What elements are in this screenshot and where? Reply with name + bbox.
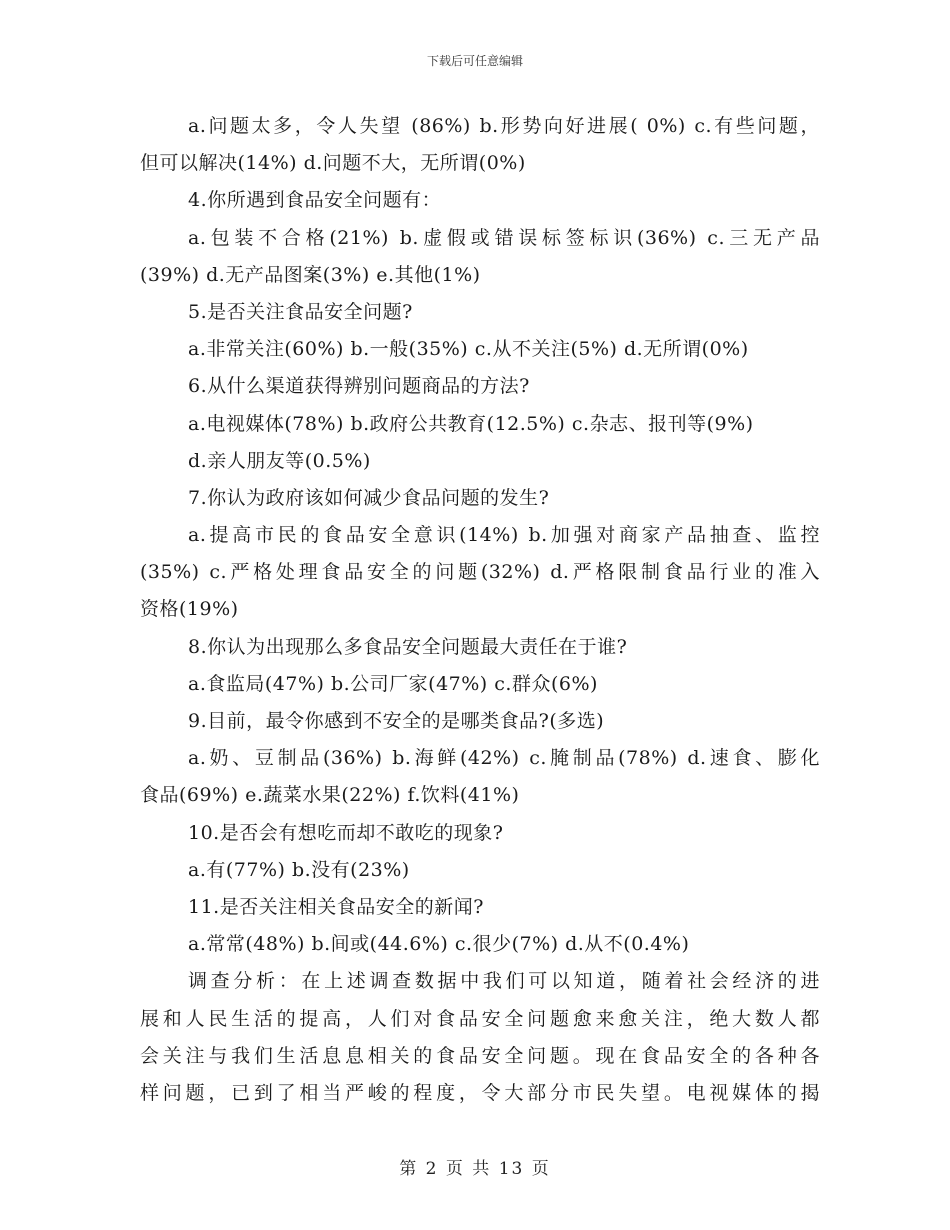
document-body xyxy=(140,108,820,1112)
text-line: 8.你认为出现那么多食品安全问题最大责任在于谁? xyxy=(188,635,628,658)
text-line: 展和人民生活的提高，人们对食品安全问题愈来愈关注，绝大数人都 xyxy=(140,1007,820,1030)
text-line: 4.你所遇到食品安全问题有： xyxy=(188,189,442,212)
text-line: a.奶、豆制品(36%) b.海鲜(42%) c.腌制品(78%) d.速食、膨化 xyxy=(188,747,820,770)
text-line: 10.是否会有想吃而却不敢吃的现象? xyxy=(188,821,504,844)
text-line: 但可以解决(14%) d.问题不大，无所谓(0%) xyxy=(140,152,526,175)
text-line: a.常常(48%) b.间或(44.6%) c.很少(7%) d.从不(0.4%) xyxy=(188,933,690,956)
text-line: 资格(19%) xyxy=(140,598,239,621)
text-line: 样问题，已到了相当严峻的程度，令大部分市民失望。电视媒体的揭 xyxy=(140,1081,820,1104)
page-header: 下载后可任意编辑 xyxy=(426,54,523,68)
text-line: 11.是否关注相关食品安全的新闻? xyxy=(188,895,484,918)
text-line: a.有(77%) b.没有(23%) xyxy=(188,858,410,881)
text-line: a.问题太多，令人失望 (86%) b.形势向好进展( 0%) c.有些问题， xyxy=(188,115,820,137)
page-footer: 第 2 页 共 13 页 xyxy=(399,1159,551,1179)
text-line: a.食监局(47%) b.公司厂家(47%) c.群众(6%) xyxy=(188,672,598,695)
text-line: 会关注与我们生活息息相关的食品安全问题。现在食品安全的各种各 xyxy=(140,1044,820,1067)
text-line: 5.是否关注食品安全问题? xyxy=(188,300,413,323)
text-line: (35%) c.严格处理食品安全的问题(32%) d.严格限制食品行业的准入 xyxy=(140,561,820,584)
text-line: a.电视媒体(78%) b.政府公共教育(12.5%) c.杂志、报刊等(9%) xyxy=(188,412,754,435)
text-line: 食品(69%) e.蔬菜水果(22%) f.饮料(41%) xyxy=(140,784,520,807)
text-line: d.亲人朋友等(0.5%) xyxy=(188,449,371,472)
text-line: 6.从什么渠道获得辨别问题商品的方法? xyxy=(188,375,530,398)
text-line: a.包装不合格(21%) b.虚假或错误标签标识(36%) c.三无产品 xyxy=(188,226,820,249)
text-line: (39%) d.无产品图案(3%) e.其他(1%) xyxy=(140,263,481,286)
text-line: a.非常关注(60%) b.一般(35%) c.从不关注(5%) d.无所谓(0%) xyxy=(188,338,749,361)
text-line: 9.目前，最令你感到不安全的是哪类食品?(多选) xyxy=(188,710,605,732)
text-line: 调查分析：在上述调查数据中我们可以知道，随着社会经济的进 xyxy=(188,970,820,993)
text-line: 7.你认为政府该如何减少食品问题的发生? xyxy=(188,486,550,509)
text-line: a.提高市民的食品安全意识(14%) b.加强对商家产品抽查、监控 xyxy=(188,524,820,547)
